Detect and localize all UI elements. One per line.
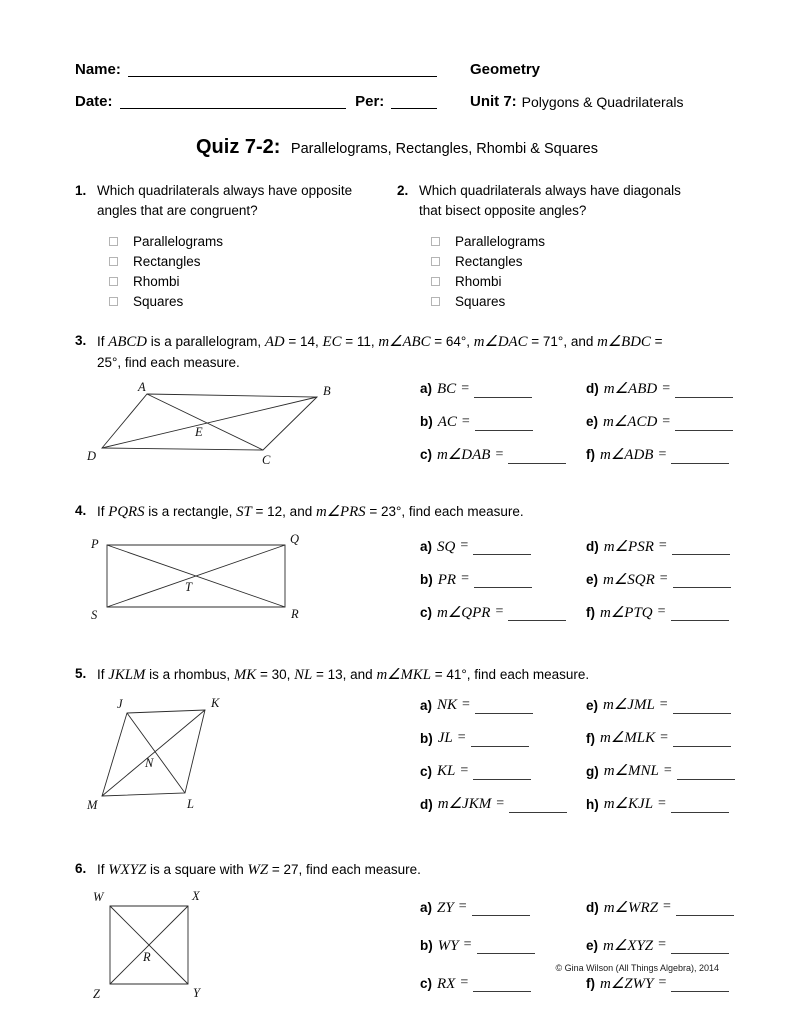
question-4-number: 4. xyxy=(75,502,87,518)
checkbox[interactable] xyxy=(109,237,118,246)
question-5-content xyxy=(75,687,719,826)
question-5 xyxy=(75,664,719,826)
question-6-head xyxy=(75,859,719,882)
question-3-number: 3. xyxy=(75,332,87,348)
answer-expression: NK xyxy=(437,697,458,714)
option-row xyxy=(431,252,719,272)
answer-blank[interactable] xyxy=(508,608,566,621)
answer-expression: m∠KJL xyxy=(603,796,654,813)
answer-label: d) xyxy=(420,796,433,812)
answer-label: c) xyxy=(420,604,433,620)
option-label: Squares xyxy=(133,294,184,309)
diagonal-JL xyxy=(127,713,185,793)
center-label-E: E xyxy=(195,424,203,439)
answer-expression: m∠WRZ xyxy=(603,899,659,916)
answer-expression: m∠PSR xyxy=(603,538,654,555)
header xyxy=(75,58,719,122)
square-svg xyxy=(85,886,215,1000)
answer-label: d) xyxy=(586,538,599,554)
answer-label: f) xyxy=(586,447,595,463)
equals-sign: = xyxy=(462,696,470,712)
question-3-answers xyxy=(420,378,733,477)
answer-blank[interactable] xyxy=(672,542,730,555)
answers-column-2 xyxy=(586,694,735,826)
answer-item xyxy=(420,378,586,398)
question-4-head xyxy=(75,501,719,524)
answer-item xyxy=(586,568,731,588)
center-label-N: N xyxy=(145,755,154,770)
answer-blank[interactable] xyxy=(671,941,729,954)
question-6 xyxy=(75,859,719,1011)
answer-label: e) xyxy=(586,938,599,954)
equals-sign: = xyxy=(461,380,470,396)
answers-column-1 xyxy=(420,535,586,634)
answer-expression: SQ xyxy=(437,538,456,555)
answer-blank[interactable] xyxy=(475,418,533,431)
answer-item xyxy=(586,444,733,464)
equals-sign: = xyxy=(463,937,472,953)
name-row xyxy=(75,58,437,77)
option-row xyxy=(431,272,719,292)
answer-item xyxy=(586,934,734,954)
name-blank[interactable] xyxy=(128,63,437,77)
equals-sign: = xyxy=(460,762,469,778)
option-label: Rhombi xyxy=(455,274,502,289)
unit-text: Polygons & Quadrilaterals xyxy=(521,94,684,110)
per-blank[interactable] xyxy=(391,95,437,109)
center-label-T: T xyxy=(185,580,192,595)
answers-column-1 xyxy=(420,378,586,477)
question-6-content xyxy=(75,881,719,1010)
header-right xyxy=(470,58,684,122)
answer-blank[interactable] xyxy=(471,734,529,747)
checkbox[interactable] xyxy=(431,257,440,266)
question-2 xyxy=(397,181,719,312)
course-row xyxy=(470,58,684,77)
equals-sign: = xyxy=(658,795,666,811)
question-3-head xyxy=(75,331,719,374)
equals-sign: = xyxy=(658,538,667,554)
answer-blank[interactable] xyxy=(673,575,731,588)
parallelogram-outline xyxy=(102,394,317,450)
answer-item xyxy=(420,568,586,588)
answers-column-1 xyxy=(420,694,586,826)
answer-blank[interactable] xyxy=(671,979,729,992)
question-2-number: 2. xyxy=(397,183,409,198)
answer-expression: JL xyxy=(437,730,453,747)
question-2-head xyxy=(397,181,719,222)
answer-expression: m∠DAB xyxy=(437,447,491,464)
equals-sign: = xyxy=(660,729,669,745)
equals-sign: = xyxy=(658,937,667,953)
answer-expression: m∠QPR xyxy=(437,604,491,621)
question-1-head xyxy=(75,181,397,222)
equals-sign: = xyxy=(659,571,668,587)
checkbox[interactable] xyxy=(109,277,118,286)
vertex-label-L: L xyxy=(187,796,194,811)
option-label: Rhombi xyxy=(133,274,180,289)
answers-column-2 xyxy=(586,535,731,634)
vertex-label-Z: Z xyxy=(93,987,100,1001)
quiz-title-label: Quiz 7-2: xyxy=(196,136,281,158)
answer-label: b) xyxy=(420,571,433,587)
answer-item xyxy=(586,378,733,398)
answer-blank[interactable] xyxy=(473,979,531,992)
diagonal-AC xyxy=(147,394,263,450)
answer-item xyxy=(420,934,586,954)
question-1 xyxy=(75,181,397,312)
answer-item xyxy=(586,535,731,555)
answer-item xyxy=(586,793,735,813)
unit-row xyxy=(470,90,684,109)
vertex-label-W: W xyxy=(93,890,104,905)
answer-blank[interactable] xyxy=(673,701,731,714)
option-row xyxy=(109,292,397,312)
option-row xyxy=(109,272,397,292)
vertex-label-X: X xyxy=(192,889,200,904)
answer-blank[interactable] xyxy=(477,941,535,954)
answers-column-2 xyxy=(586,896,734,1010)
answer-label: d) xyxy=(586,900,599,916)
answer-blank[interactable] xyxy=(671,800,729,813)
equals-sign: = xyxy=(663,899,671,915)
answer-label: f) xyxy=(586,976,595,992)
vertex-label-Y: Y xyxy=(193,986,200,1001)
center-label-R: R xyxy=(143,950,151,965)
answer-item xyxy=(420,444,586,464)
checkbox[interactable] xyxy=(431,237,440,246)
equals-sign: = xyxy=(662,413,671,429)
equals-sign: = xyxy=(457,729,466,745)
answer-item xyxy=(420,411,586,431)
date-row xyxy=(75,90,437,109)
vertex-label-M: M xyxy=(87,797,98,811)
answer-expression: BC xyxy=(437,381,457,398)
option-row xyxy=(431,292,719,312)
equals-sign: = xyxy=(659,696,668,712)
vertex-label-J: J xyxy=(117,696,123,711)
question-5-text: If JKLM is a rhombus, MK = 30, NL = 13, and m∠MKL = 41°, find each measure. xyxy=(97,667,590,684)
question-4-text: If PQRS is a rectangle, ST = 12, and m∠PRS = 23°, find each measure. xyxy=(97,503,524,520)
question-4-answers xyxy=(420,535,731,634)
equals-sign: = xyxy=(458,899,467,915)
answer-expression: m∠MNL xyxy=(603,763,659,780)
vertex-label-C: C xyxy=(262,452,271,467)
date-blank[interactable] xyxy=(120,95,347,109)
question-2-options xyxy=(431,232,719,312)
question-3 xyxy=(75,331,719,477)
name-label: Name: xyxy=(75,61,121,78)
answer-label: a) xyxy=(420,381,433,397)
option-label: Rectangles xyxy=(455,254,523,269)
answer-expression: KL xyxy=(437,763,456,780)
question-5-number: 5. xyxy=(75,666,87,682)
header-left xyxy=(75,58,437,122)
answer-expression: RX xyxy=(437,975,456,992)
equals-sign: = xyxy=(658,446,667,462)
checkbox[interactable] xyxy=(109,257,118,266)
question-1-number: 1. xyxy=(75,183,87,198)
answer-label: g) xyxy=(586,763,599,779)
equals-sign: = xyxy=(460,538,469,554)
question-3-text: If ABCD is a parallelogram, AD = 14, EC = 11, m∠ABC = 64°, m∠DAC = 71°, and m∠BDC = 25°, find each measure. xyxy=(97,333,663,371)
answer-expression: m∠XYZ xyxy=(603,937,654,954)
answer-label: c) xyxy=(420,447,433,463)
question-1-options xyxy=(109,232,397,312)
answer-expression: m∠PTQ xyxy=(600,604,653,621)
quiz-title xyxy=(75,136,719,159)
equals-sign: = xyxy=(495,604,504,620)
equals-sign: = xyxy=(663,762,672,778)
answer-label: a) xyxy=(420,697,433,713)
answer-label: f) xyxy=(586,730,595,746)
answer-item xyxy=(586,694,735,714)
equals-sign: = xyxy=(657,604,666,620)
answer-label: a) xyxy=(420,538,433,554)
diagonal-BD xyxy=(102,397,317,448)
answer-label: e) xyxy=(586,697,599,713)
answer-blank[interactable] xyxy=(676,903,734,916)
answer-item xyxy=(586,972,734,992)
answer-blank[interactable] xyxy=(475,701,533,714)
vertex-label-B: B xyxy=(323,383,331,398)
answer-blank[interactable] xyxy=(473,767,531,780)
unit-label: Unit 7: xyxy=(470,93,517,110)
question-3-content xyxy=(75,374,719,477)
answer-expression: m∠ZWY xyxy=(600,975,654,992)
answer-blank[interactable] xyxy=(671,451,729,464)
question-6-number: 6. xyxy=(75,860,87,876)
answer-item xyxy=(420,760,586,780)
answer-expression: m∠ADB xyxy=(600,447,654,464)
answer-label: d) xyxy=(586,381,599,397)
option-row xyxy=(109,252,397,272)
answer-item xyxy=(586,760,735,780)
answer-item xyxy=(420,727,586,747)
answer-item xyxy=(586,601,731,621)
question-5-answers xyxy=(420,694,735,826)
answer-blank[interactable] xyxy=(675,418,733,431)
answer-expression: m∠ABD xyxy=(603,381,658,398)
option-label: Rectangles xyxy=(133,254,201,269)
equals-sign: = xyxy=(460,975,469,991)
equals-sign: = xyxy=(495,446,504,462)
answer-label: c) xyxy=(420,763,433,779)
answer-blank[interactable] xyxy=(673,734,731,747)
answer-label: c) xyxy=(420,976,433,992)
answer-label: a) xyxy=(420,900,433,916)
equals-sign: = xyxy=(662,380,671,396)
answer-item xyxy=(586,411,733,431)
option-label: Parallelograms xyxy=(455,234,546,249)
date-label: Date: xyxy=(75,93,113,110)
checkbox[interactable] xyxy=(109,297,118,306)
vertex-label-R: R xyxy=(291,607,299,622)
answer-item xyxy=(420,535,586,555)
answer-label: f) xyxy=(586,604,595,620)
rectangle-svg xyxy=(85,531,315,621)
option-label: Squares xyxy=(455,294,506,309)
question-6-text: If WXYZ is a square with WZ = 27, find each measure. xyxy=(97,861,421,878)
answer-blank[interactable] xyxy=(474,385,532,398)
vertex-label-P: P xyxy=(91,537,99,552)
answer-expression: PR xyxy=(437,571,457,588)
answer-blank[interactable] xyxy=(508,451,566,464)
rhombus-figure xyxy=(75,697,420,826)
answer-item xyxy=(420,793,586,813)
answer-expression: ZY xyxy=(437,899,454,916)
option-row xyxy=(431,232,719,252)
checkbox[interactable] xyxy=(431,277,440,286)
answer-blank[interactable] xyxy=(473,542,531,555)
question-2-text: Which quadrilaterals always have diagonals that bisect opposite angles? xyxy=(419,183,681,219)
answer-expression: m∠JKM xyxy=(437,796,492,813)
answer-expression: WY xyxy=(437,937,459,954)
answer-expression: m∠MLK xyxy=(600,730,656,747)
multiple-choice-row xyxy=(75,181,719,312)
course-label: Geometry xyxy=(470,61,541,78)
option-label: Parallelograms xyxy=(133,234,224,249)
parallelogram-figure xyxy=(75,380,420,477)
vertex-label-Q: Q xyxy=(290,532,300,547)
per-label: Per: xyxy=(355,93,385,110)
answer-expression: m∠JML xyxy=(603,697,655,714)
answer-expression: AC xyxy=(437,414,457,431)
answer-label: b) xyxy=(420,938,433,954)
answer-label: e) xyxy=(586,571,599,587)
parallelogram-svg xyxy=(85,380,355,470)
checkbox[interactable] xyxy=(431,297,440,306)
equals-sign: = xyxy=(496,795,505,811)
answer-item xyxy=(586,896,734,916)
answer-item xyxy=(420,972,586,992)
vertex-label-S: S xyxy=(91,608,98,622)
answers-column-1 xyxy=(420,896,586,1010)
answer-label: b) xyxy=(420,730,433,746)
answer-blank[interactable] xyxy=(671,608,729,621)
quiz-title-subtitle: Parallelograms, Rectangles, Rhombi & Squares xyxy=(290,141,598,157)
equals-sign: = xyxy=(461,571,469,587)
answer-label: b) xyxy=(420,414,433,430)
rectangle-figure xyxy=(75,531,420,634)
answer-blank[interactable] xyxy=(677,767,735,780)
rhombus-svg xyxy=(85,697,270,811)
answer-expression: m∠SQR xyxy=(603,571,655,588)
answer-label: e) xyxy=(586,414,599,430)
answer-expression: m∠ACD xyxy=(603,414,658,431)
vertex-label-A: A xyxy=(138,379,146,394)
answer-blank[interactable] xyxy=(675,385,733,398)
vertex-label-D: D xyxy=(87,448,97,463)
copyright-footer: © Gina Wilson (All Things Algebra), 2014 xyxy=(555,963,719,973)
answers-column-2 xyxy=(586,378,733,477)
diagonal-KM xyxy=(102,710,205,796)
answer-item xyxy=(586,727,735,747)
question-6-answers xyxy=(420,896,734,1010)
question-1-text: Which quadrilaterals always have opposite angles that are congruent? xyxy=(97,183,353,219)
question-4-content xyxy=(75,523,719,634)
answer-blank[interactable] xyxy=(472,903,530,916)
answer-item xyxy=(420,896,586,916)
answer-blank[interactable] xyxy=(509,800,567,813)
option-row xyxy=(109,232,397,252)
question-5-head xyxy=(75,664,719,687)
equals-sign: = xyxy=(658,975,667,991)
answer-item xyxy=(420,694,586,714)
equals-sign: = xyxy=(461,413,470,429)
question-4 xyxy=(75,501,719,635)
square-figure xyxy=(75,886,420,1010)
answer-label: h) xyxy=(586,796,599,812)
answer-blank[interactable] xyxy=(474,575,532,588)
answer-item xyxy=(420,601,586,621)
vertex-label-K: K xyxy=(211,696,220,710)
